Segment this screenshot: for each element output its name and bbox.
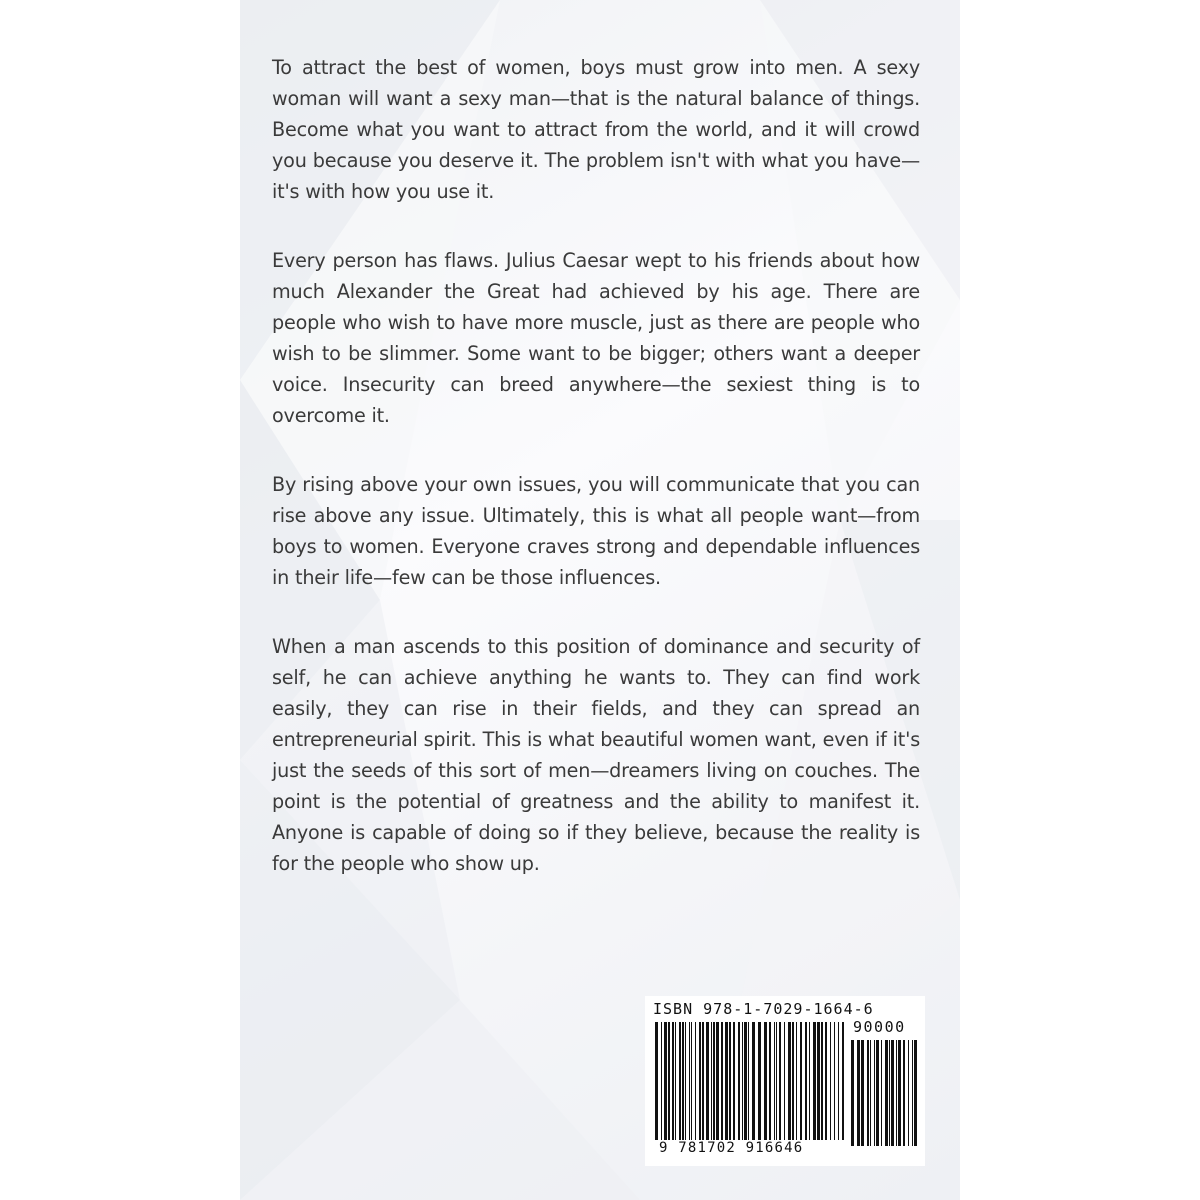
blurb-text — [272, 52, 920, 917]
blurb-paragraph-2: Every person has flaws. Julius Caesar wept to his friends about how much Alexander the Great had achieved by his age. There are people who wish to have more muscle, just as there are people who wish to be slimmer. Some want to be bigger; others want a deeper voice. Insecurity can breed anywhere—the sexiest thing is to overcome it. — [272, 249, 920, 427]
barcode-main-digits: 9 781702 916646 — [659, 1140, 804, 1156]
blurb-paragraph-1: To attract the best of women, boys must grow into men. A sexy woman will want a sexy man—that is the natural balance of things. Become what you want to attract from the world, and it will crowd you because you deserve it. The problem isn't with what you have—it's with how you use it. — [272, 56, 920, 203]
back-cover — [240, 0, 960, 1200]
isbn-label: ISBN 978-1-7029-1664-6 — [653, 1000, 874, 1018]
blurb-paragraph-3: By rising above your own issues, you will communicate that you can rise above any issue. Ultimately, this is what all people want—from boys to women. Everyone craves strong and dependable influences in their life—few can be those influences. — [272, 473, 920, 589]
barcode-addon-digits: 90000 — [853, 1018, 906, 1036]
isbn-barcode — [645, 996, 925, 1166]
blurb-paragraph-4: When a man ascends to this position of dominance and security of self, he can achieve anything he wants to. They can find work easily, they can rise in their fields, and they can spread an entrepreneurial spirit. This is what beautiful women want, even if it's just the seeds of this sort of men—dreamers living on couches. The point is the potential of greatness and the ability to manifest it. Anyone is capable of doing so if they believe, because the reality is for the people who show up. — [272, 635, 920, 875]
